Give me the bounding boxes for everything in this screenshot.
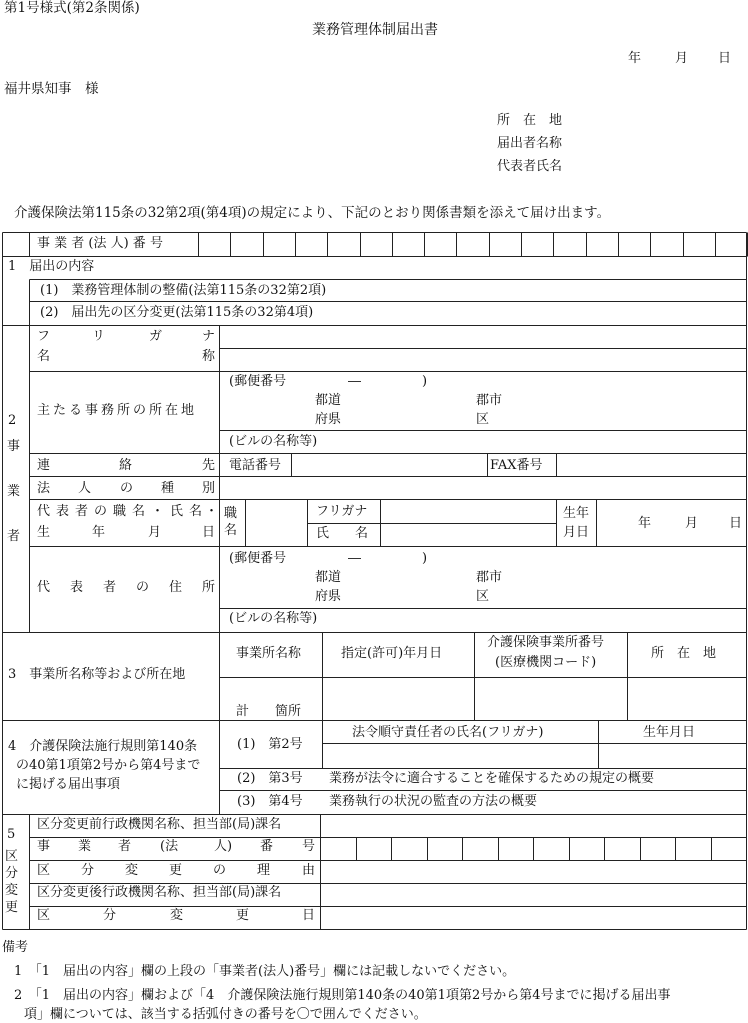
section2-vertical-1: 事 xyxy=(7,439,21,454)
postal-close-1: ) xyxy=(422,374,428,389)
page-title: 業務管理体制届出書 xyxy=(312,22,438,38)
postal-dash-1: ― xyxy=(348,374,361,389)
note-1: 1 「1 届出の内容」欄の上段の「事業者(法人)番号」欄には記載しないでください。 xyxy=(14,964,516,979)
applicant-name-label: 届出者名称 xyxy=(497,136,563,151)
pref-label-1b: 府県 xyxy=(315,412,342,427)
city-label-2b: 区 xyxy=(476,589,490,604)
addressee: 福井県知事 様 xyxy=(4,81,99,97)
form-number: 第1号様式(第2条関係) xyxy=(4,0,140,16)
designation-date-header: 指定(許可)年月日 xyxy=(341,646,443,661)
date-year: 年 xyxy=(628,51,642,66)
note-2b: 項」欄については、該当する括弧付きの番号を〇で囲んでください。 xyxy=(24,1007,427,1022)
after-agency-label: 区分変更後行政機関名称、担当部(局)課名 xyxy=(37,885,282,900)
building-label-2: (ビルの名称等) xyxy=(229,611,318,626)
before-agency-label: 区分変更前行政機関名称、担当部(局)課名 xyxy=(37,817,282,832)
care-number-header-1: 介護保険事業所番号 xyxy=(487,635,605,650)
birth-month: 月 xyxy=(685,516,699,531)
section4-no4-text: 業務執行の状況の監査の方法の概要 xyxy=(329,794,538,809)
date-month: 月 xyxy=(675,51,689,66)
section2-vertical-3: 者 xyxy=(7,529,21,544)
section5-vertical-4: 更 xyxy=(5,900,19,915)
phone-label: 電話番号 xyxy=(229,458,282,473)
city-label-1a: 郡市 xyxy=(476,393,503,408)
note-2a: 2 「1 届出の内容」欄および「4 介護保険法施行規則第140条の40第1項第2号から第4号までに掲げる届出事 xyxy=(14,988,671,1003)
section4-title-2: の40第1項第2号から第4号まで xyxy=(16,758,201,773)
birth-day: 日 xyxy=(729,516,743,531)
section5-vertical-1: 区 xyxy=(5,849,19,864)
section5-vertical-2: 分 xyxy=(5,866,19,881)
date-day: 日 xyxy=(718,51,732,66)
officer-name-header: 法令順守責任者の氏名(フリガナ) xyxy=(352,725,544,740)
applicant-rep-label: 代表者氏名 xyxy=(497,159,563,174)
section4-no3-text: 業務が法令に適合することを確保するための規定の概要 xyxy=(329,771,655,786)
section1-item1[interactable]: (1) 業務管理体制の整備(法第115条の32第2項) xyxy=(40,283,327,298)
fax-label: FAX番号 xyxy=(490,458,543,473)
section5-number: 5 xyxy=(7,827,16,842)
intro-text: 介護保険法第115条の32第2項(第4項)の規定により、下記のとおり関係書類を添えて届け出ます。 xyxy=(14,205,611,221)
city-label-2a: 郡市 xyxy=(476,570,503,585)
rep-shimei-label: 氏 名 xyxy=(316,526,369,541)
section1-item2[interactable]: (2) 届出先の区分変更(法第115条の32第4項) xyxy=(40,305,314,320)
applicant-address-label: 所 在 地 xyxy=(497,113,563,128)
section5-vertical-3: 変 xyxy=(5,883,19,898)
section4-no4[interactable]: (3) 第4号 xyxy=(237,794,303,809)
section4-title-1[interactable]: 4 介護保険法施行規則第140条 xyxy=(8,739,198,754)
postal-dash-2: ― xyxy=(348,551,361,566)
rep-furigana-label: フリガナ xyxy=(316,504,368,519)
care-number-header-2: (医療機関コード) xyxy=(495,655,597,670)
section4-title-3: に掲げる届出事項 xyxy=(16,777,121,792)
officer-birth-header: 生年月日 xyxy=(643,725,696,740)
pref-label-2b: 府県 xyxy=(315,589,342,604)
pref-label-1a: 都道 xyxy=(315,393,342,408)
birth-year: 年 xyxy=(638,516,652,531)
city-label-1b: 区 xyxy=(476,412,490,427)
notes-title: 備考 xyxy=(2,940,29,955)
postal-label-2: (郵便番号 xyxy=(229,551,287,566)
location-header: 所 在 地 xyxy=(651,646,717,661)
corp-number-label: 事 業 者 (法 人) 番 号 xyxy=(37,236,163,251)
office-name-header: 事業所名称 xyxy=(236,646,302,661)
postal-close-2: ) xyxy=(422,551,428,566)
section4-no3[interactable]: (2) 第3号 xyxy=(237,771,303,786)
section1-title: 1 届出の内容 xyxy=(8,259,95,274)
section3-title: 3 事業所名称等および所在地 xyxy=(8,667,186,682)
section2-vertical-2: 業 xyxy=(7,484,21,499)
section2-number: 2 xyxy=(8,413,17,428)
postal-label-1: (郵便番号 xyxy=(229,374,287,389)
section4-no2[interactable]: (1) 第2号 xyxy=(237,737,303,752)
main-office-label: 主たる事務所の所在地 xyxy=(37,403,198,418)
building-label-1: (ビルの名称等) xyxy=(229,434,318,449)
office-total-label: 計 箇所 xyxy=(236,704,302,719)
pref-label-2a: 都道 xyxy=(315,570,342,585)
